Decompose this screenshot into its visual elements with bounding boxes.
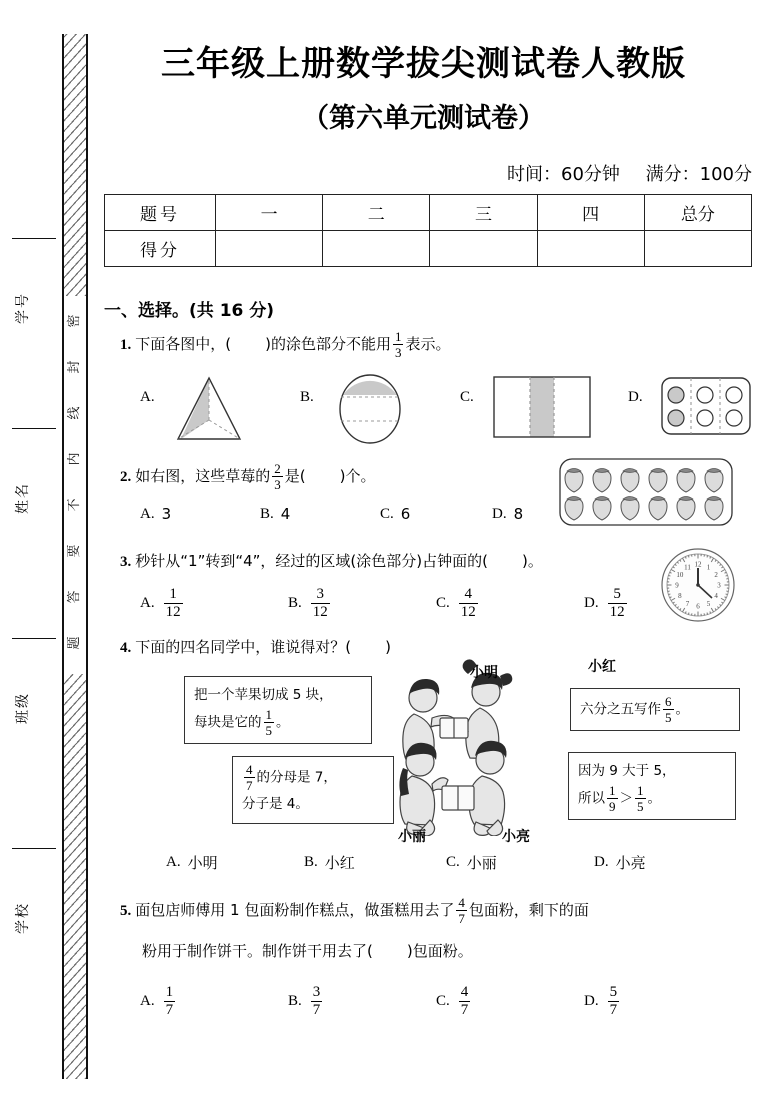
question-5-option-a-numerator: 1 xyxy=(165,984,174,1000)
question-5-line1-after: 包面粉，剩下的面 xyxy=(468,901,589,919)
question-3-text-before: 秒针从“1”转到“4”，经过的区域(涂色部分)占钟面的( xyxy=(135,552,488,570)
seal-character: 不 xyxy=(67,498,82,512)
bubble-xiaoming-numerator: 1 xyxy=(265,707,272,722)
strawberry-icon xyxy=(565,499,583,520)
seal-character: 要 xyxy=(67,544,82,558)
question-1 xyxy=(120,330,760,451)
figure-circle-thirds xyxy=(332,371,408,447)
clock-tick xyxy=(688,556,689,558)
clock-numeral: 7 xyxy=(685,599,690,608)
speech-bubble-xiaohong xyxy=(570,688,740,731)
question-5-number: 5. xyxy=(120,903,132,919)
clock-numeral: 12 xyxy=(694,560,702,569)
seal-line-strip xyxy=(62,34,88,1079)
strawberry-leaf-icon xyxy=(707,497,721,501)
question-4-number: 4. xyxy=(120,640,132,656)
question-5-line1-before: 面包店师傅用 1 包面粉制作糕点，做蛋糕用去了 xyxy=(135,901,455,919)
question-1-text-after: )的涂色部分不能用 xyxy=(265,335,391,353)
question-1-option-a[interactable] xyxy=(140,389,162,406)
bubble-xiaoliang-denominator-2: 5 xyxy=(637,799,644,814)
question-3-text-end: )。 xyxy=(521,552,543,570)
question-3-option-a-label: A. xyxy=(140,595,155,611)
seal-character: 密 xyxy=(67,314,82,328)
row-head-score: 得分 xyxy=(105,231,216,267)
table-row-scores xyxy=(105,231,752,267)
bubble-xiaoli-line1 xyxy=(242,763,384,792)
question-5 xyxy=(120,890,760,1037)
figure-triangle-thirds xyxy=(172,373,246,445)
question-1-option-a-label: A. xyxy=(140,389,155,405)
question-1-text xyxy=(120,330,760,359)
clock-tick xyxy=(726,575,728,576)
question-3-option-d[interactable] xyxy=(584,587,629,620)
strawberry-leaf-icon xyxy=(567,469,581,473)
question-1-number: 1. xyxy=(120,337,132,353)
field-student-id-label: 学号 xyxy=(15,292,31,324)
question-3-option-d-label: D. xyxy=(584,595,599,611)
question-2 xyxy=(120,462,760,541)
question-1-text-before: 下面各图中，( xyxy=(135,335,232,353)
student-name-xiaoming: 小明 xyxy=(470,665,498,681)
clock-numeral: 1 xyxy=(706,563,711,572)
question-5-text xyxy=(120,890,760,971)
clock-numeral: 11 xyxy=(684,563,691,572)
question-2-frac-numerator: 2 xyxy=(274,461,281,476)
question-4-option-b-label: B. xyxy=(304,854,318,870)
question-2-option-c-value: 6 xyxy=(400,505,411,523)
question-5-frac-denominator: 7 xyxy=(458,911,465,926)
bubble-xiaohong-line1-end: 。 xyxy=(675,701,689,718)
bubble-xiaoliang-numerator-1: 1 xyxy=(609,783,616,798)
bubble-xiaoming-line1: 把一个苹果切成 5 块， xyxy=(194,687,333,703)
question-5-option-d-numerator: 5 xyxy=(609,984,618,1000)
clock-numeral: 8 xyxy=(678,592,682,601)
question-4-option-c-value: 小丽 xyxy=(466,854,497,872)
question-5-option-c[interactable] xyxy=(436,985,472,1018)
bubble-xiaoli-line1-text: 的分母是 7， xyxy=(256,769,337,786)
question-3-option-a-numerator: 1 xyxy=(169,586,177,602)
clock-tick xyxy=(726,594,728,595)
seal-sidebar xyxy=(0,0,96,1103)
question-4-text-end: ) xyxy=(385,638,391,656)
seal-character: 题 xyxy=(67,636,82,650)
question-5-line2 xyxy=(120,931,760,971)
question-5-line2-after: )包面粉。 xyxy=(406,942,473,960)
seal-character: 线 xyxy=(67,406,82,420)
question-1-option-c-label: C. xyxy=(460,389,474,405)
bubble-xiaohong-line1 xyxy=(580,695,730,724)
hatch-segment-top xyxy=(64,34,86,296)
question-2-option-d[interactable] xyxy=(492,505,523,523)
question-5-option-c-label: C. xyxy=(436,993,450,1009)
question-5-option-c-denominator: 7 xyxy=(460,1002,469,1018)
strawberry-leaf-icon xyxy=(623,469,637,473)
strawberry-leaf-icon xyxy=(595,497,609,501)
question-2-text-after: 是( xyxy=(284,467,306,485)
clock-tick xyxy=(669,594,671,595)
question-5-option-a[interactable] xyxy=(140,985,177,1018)
question-1-option-d-label: D. xyxy=(628,389,643,405)
question-5-option-c-numerator: 4 xyxy=(460,984,469,1000)
score-table xyxy=(104,194,752,267)
question-1-option-d[interactable] xyxy=(628,389,650,406)
question-3-option-b[interactable] xyxy=(288,587,332,620)
question-4-text-before: 下面的四名同学中，谁说得对？( xyxy=(135,638,352,656)
figure-four-students xyxy=(390,656,550,836)
strawberry-icon xyxy=(705,471,723,492)
question-1-frac-numerator: 1 xyxy=(394,329,402,344)
question-4-option-a-value: 小明 xyxy=(187,854,218,872)
student-name-xiaohong: 小红 xyxy=(588,659,616,675)
exam-meta xyxy=(487,160,752,186)
strawberry-leaf-icon xyxy=(679,497,693,501)
question-4-option-a-label: A. xyxy=(166,854,181,870)
question-3-option-d-numerator: 5 xyxy=(613,586,621,602)
bubble-xiaoming-line2 xyxy=(194,708,362,737)
student-name-xiaoliang: 小亮 xyxy=(502,829,530,845)
strawberry-icon xyxy=(677,471,695,492)
seal-character: 内 xyxy=(67,452,82,466)
clock-numeral: 5 xyxy=(706,599,711,608)
bubble-xiaohong-denominator: 5 xyxy=(665,710,672,725)
bubble-xiaoliang-line2-text: 所以 xyxy=(578,790,605,807)
question-3-option-b-label: B. xyxy=(288,595,302,611)
page-title: 三年级上册数学拔尖测试卷人教版 xyxy=(161,44,686,84)
bubble-xiaoli-line2: 分子是 4。 xyxy=(242,796,309,812)
question-5-option-a-label: A. xyxy=(140,993,155,1009)
bubble-xiaoliang-line2-end: 。 xyxy=(647,790,661,807)
question-4-option-b-value: 小红 xyxy=(324,854,355,872)
question-3 xyxy=(120,548,760,639)
question-3-number: 3. xyxy=(120,554,132,570)
strawberry-leaf-icon xyxy=(679,469,693,473)
strawberry-leaf-icon xyxy=(651,497,665,501)
bubble-xiaoli-numerator: 4 xyxy=(246,762,253,777)
seal-character: 答 xyxy=(67,590,82,604)
clock-numeral: 9 xyxy=(675,581,679,590)
score-cell-4[interactable] xyxy=(537,231,644,267)
page-subtitle: （第六单元测试卷） xyxy=(302,103,545,134)
question-1-frac-denominator: 3 xyxy=(394,345,402,360)
exam-sheet xyxy=(96,0,780,1103)
question-5-option-b-denominator: 7 xyxy=(312,1002,321,1018)
clock-tick xyxy=(688,613,689,615)
speech-bubble-xiaoliang xyxy=(568,752,736,820)
figure-clock xyxy=(658,544,738,626)
question-4-option-d-value: 小亮 xyxy=(615,854,646,872)
clock-tick xyxy=(707,613,708,615)
score-cell-2[interactable] xyxy=(323,231,430,267)
question-5-line1 xyxy=(120,890,760,931)
time-label: 时间：60分钟 xyxy=(507,164,620,185)
question-5-line2-before: 粉用于制作饼干。制作饼干用去了( xyxy=(142,942,373,960)
strawberry-leaf-icon xyxy=(623,497,637,501)
question-4-option-d[interactable] xyxy=(594,852,646,873)
question-4-options xyxy=(120,852,760,882)
question-2-option-a-label: A. xyxy=(140,505,155,522)
field-student-id-line xyxy=(12,238,56,301)
field-class-label: 班级 xyxy=(15,692,31,724)
figure-six-circles xyxy=(660,375,752,437)
question-3-option-b-denominator: 12 xyxy=(312,604,328,620)
question-2-option-a-value: 3 xyxy=(161,505,172,523)
speech-bubble-xiaoming xyxy=(184,676,372,744)
question-3-option-b-numerator: 3 xyxy=(316,586,325,602)
question-4-option-b[interactable] xyxy=(304,852,355,873)
cell-section-3: 三 xyxy=(430,195,537,231)
question-5-frac-numerator: 4 xyxy=(458,895,465,910)
question-2-text-end: )个。 xyxy=(339,467,376,485)
cell-section-2: 二 xyxy=(323,195,430,231)
section-heading-1: 一、选择。(共 16 分) xyxy=(104,301,275,321)
strawberry-icon xyxy=(649,471,667,492)
question-2-option-c[interactable] xyxy=(380,505,410,523)
strawberry-leaf-icon xyxy=(707,469,721,473)
question-5-option-b[interactable] xyxy=(288,985,324,1018)
strawberry-icon xyxy=(593,471,611,492)
question-3-option-c-denominator: 12 xyxy=(460,604,476,620)
student-name-xiaoli: 小丽 xyxy=(398,829,426,845)
hatch-segment-bottom xyxy=(64,674,86,1079)
strawberry-icon xyxy=(649,499,667,520)
field-class-line xyxy=(12,638,56,639)
question-2-option-d-value: 8 xyxy=(513,505,524,523)
strawberry-icon xyxy=(621,471,639,492)
question-3-option-c[interactable] xyxy=(436,587,480,620)
bubble-xiaoliang-numerator-2: 1 xyxy=(637,783,644,798)
figure-strawberry-box xyxy=(558,456,734,530)
strawberry-leaf-icon xyxy=(595,469,609,473)
clock-numeral: 4 xyxy=(714,592,718,601)
cell-section-1: 一 xyxy=(216,195,323,231)
clock-numeral: 6 xyxy=(696,602,700,611)
question-2-number: 2. xyxy=(120,469,132,485)
score-cell-total[interactable] xyxy=(644,231,751,267)
seal-character: 封 xyxy=(67,360,82,374)
question-2-option-b-label: B. xyxy=(260,505,274,522)
row-head-question-number: 题号 xyxy=(105,195,216,231)
clock-tick xyxy=(669,575,671,576)
question-2-option-c-label: C. xyxy=(380,505,394,522)
question-5-option-d-denominator: 7 xyxy=(609,1002,618,1018)
question-3-option-a-denominator: 12 xyxy=(165,604,181,620)
strawberry-icon xyxy=(677,499,695,520)
total-score-label: 满分：100分 xyxy=(645,164,752,185)
question-1-option-b-label: B. xyxy=(300,389,314,405)
question-4-option-c[interactable] xyxy=(446,852,497,873)
figure-rectangle-thirds xyxy=(492,375,592,439)
bubble-xiaoliang-line1: 因为 9 大于 5， xyxy=(578,763,676,779)
bubble-xiaoming-line2-end: 。 xyxy=(276,714,290,731)
bubble-xiaoming-denominator: 5 xyxy=(265,723,272,738)
question-3-option-d-denominator: 12 xyxy=(609,604,625,620)
clock-numeral: 10 xyxy=(676,571,684,580)
bubble-xiaoliang-denominator-1: 9 xyxy=(609,799,616,814)
question-4 xyxy=(120,634,760,864)
question-4-option-c-label: C. xyxy=(446,854,460,870)
strawberry-leaf-icon xyxy=(651,469,665,473)
strawberry-icon xyxy=(621,499,639,520)
question-1-option-c[interactable] xyxy=(460,389,481,406)
speech-bubble-xiaoli xyxy=(232,756,394,824)
question-5-option-d-label: D. xyxy=(584,993,599,1009)
question-2-option-d-label: D. xyxy=(492,505,507,522)
bubble-xiaoliang-operator: ＞ xyxy=(619,790,633,807)
table-row-question-numbers xyxy=(105,195,752,231)
bubble-xiaoliang-line2 xyxy=(578,784,726,813)
bubble-xiaohong-numerator: 6 xyxy=(665,694,672,709)
field-name-line xyxy=(12,428,56,429)
question-5-option-d[interactable] xyxy=(584,985,621,1018)
clock-numeral: 2 xyxy=(714,571,718,580)
strawberry-leaf-icon xyxy=(567,497,581,501)
question-3-option-c-label: C. xyxy=(436,595,450,611)
score-cell-3[interactable] xyxy=(430,231,537,267)
question-4-option-d-label: D. xyxy=(594,854,609,870)
clock-numeral: 3 xyxy=(717,581,721,590)
bubble-xiaoming-line2-text: 每块是它的 xyxy=(194,714,262,731)
question-4-option-a[interactable] xyxy=(166,852,218,873)
bubble-xiaohong-text: 六分之五写作 xyxy=(580,701,661,718)
question-2-option-a[interactable] xyxy=(140,505,171,523)
question-1-text-end: 表示。 xyxy=(405,335,451,353)
cell-section-total: 总分 xyxy=(644,195,751,231)
cell-section-4: 四 xyxy=(537,195,644,231)
question-5-option-b-numerator: 3 xyxy=(312,984,321,1000)
question-5-option-b-label: B. xyxy=(288,993,302,1009)
clock-tick xyxy=(707,556,708,558)
strawberry-icon xyxy=(705,499,723,520)
question-2-frac-denominator: 3 xyxy=(274,477,281,492)
question-3-option-c-numerator: 4 xyxy=(464,586,473,602)
question-2-option-b-value: 4 xyxy=(280,505,291,523)
strawberry-icon xyxy=(593,499,611,520)
question-2-text-before: 如右图，这些草莓的 xyxy=(135,467,271,485)
question-2-option-b[interactable] xyxy=(260,505,290,523)
field-school-line xyxy=(12,848,56,849)
field-name-label: 姓名 xyxy=(15,482,31,514)
strawberry-icon xyxy=(565,471,583,492)
question-5-option-a-denominator: 7 xyxy=(165,1002,174,1018)
score-cell-1[interactable] xyxy=(216,231,323,267)
question-3-option-a[interactable] xyxy=(140,587,185,620)
bubble-xiaoli-denominator: 7 xyxy=(246,778,253,793)
field-school-label: 学校 xyxy=(15,902,31,934)
question-1-option-b[interactable] xyxy=(300,389,321,406)
